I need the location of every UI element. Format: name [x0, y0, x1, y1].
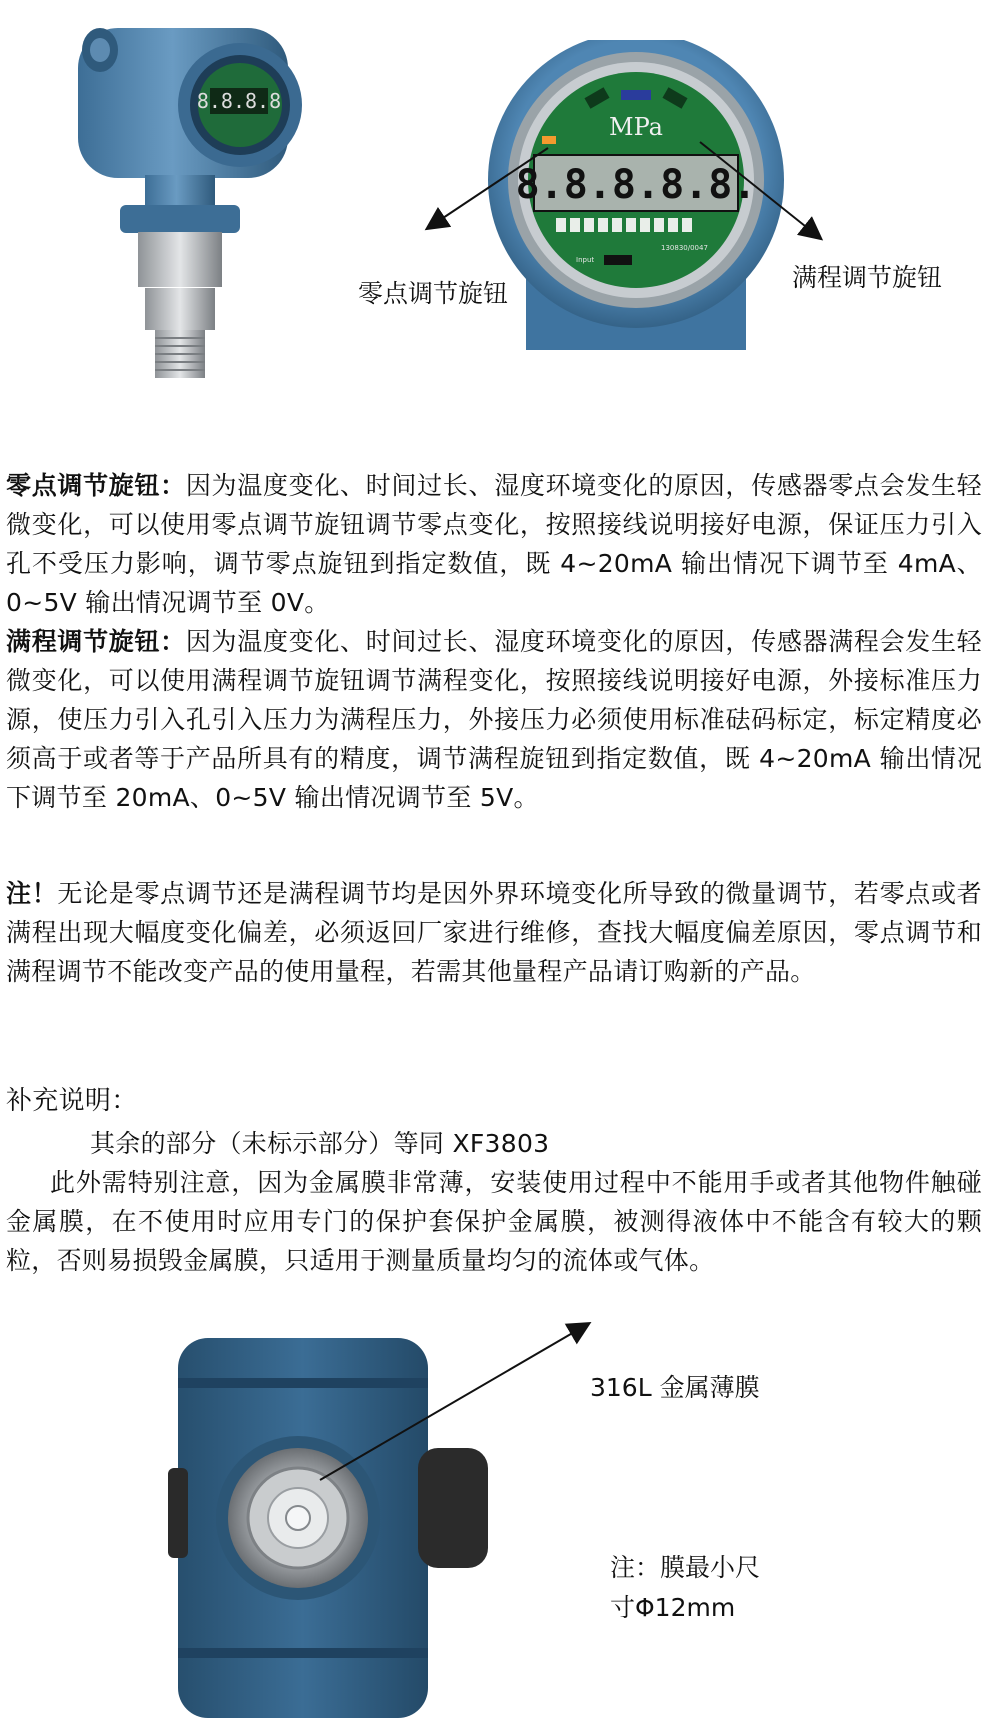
top-callout-arrows [0, 0, 986, 400]
supplement-body-text: 此外需特别注意，因为金属膜非常薄，安装使用过程中不能用手或者其他物件触碰金属膜，在不使用时应用专门的保护套保护金属膜，被测得液体中不能含有较大的颗粒，否则易损毁金属膜，只适用于测量质量均匀的流体或气体。 [6, 1168, 982, 1275]
note-body: 无论是零点调节还是满程调节均是因外界环境变化所导致的微量调节，若零点或者满程出现大幅度变化偏差，必须返回厂家进行维修，查找大幅度偏差原因，零点调节和满程调节不能改变产品的使用量程，若需其他量程产品请订购新的产品。 [6, 879, 982, 986]
board-input-label: Input [576, 256, 595, 264]
membrane-note-line2: 寸Φ12mm [610, 1593, 736, 1622]
membrane-note-line1: 注：膜最小尺 [610, 1553, 761, 1582]
supplement-line1: 其余的部分（未标示部分）等同 XF3803 [90, 1129, 550, 1158]
para-zero-heading: 零点调节旋钮： [6, 471, 186, 500]
span-knob-label: 满程调节旋钮 [792, 263, 943, 292]
para-zero-knob [6, 466, 982, 622]
para-zero-body: 因为温度变化、时间过长、湿度环境变化的原因，传感器零点会发生轻微变化，可以使用零点调节旋钮调节零点变化，按照接线说明接好电源，保证压力引入孔不受压力影响，调节零点旋钮到指定数值，既 4~20mA 输出情况下调节至 4mA、0~5V 输出情况调节至 0V。 [6, 471, 982, 617]
supplement-heading: 补充说明： [6, 1086, 138, 1116]
note-block [6, 874, 982, 991]
para-span-heading: 满程调节旋钮： [6, 627, 186, 656]
membrane-label: 316L 金属薄膜 [590, 1373, 760, 1402]
para-span-body: 因为温度变化、时间过长、湿度环境变化的原因，传感器满程会发生轻微变化，可以使用满程调节旋钮调节满程变化，按照接线说明接好电源，外接标准压力源，使压力引入孔引入压力为满程压力，外接压力必须使用标准砝码标定，标定精度必须高于或者等于产品所具有的精度，调节满程旋钮到指定数值，既 4~20mA 输出情况下调节至 20mA、0~5V 输出情况调节至 5V。 [6, 627, 982, 812]
board-code: 130830/0047 [661, 244, 708, 252]
zero-knob-label: 零点调节旋钮 [358, 279, 509, 308]
svg-text:8.8.8.8: 8.8.8.8 [196, 89, 282, 113]
membrane-arrow [0, 1300, 986, 1500]
display-unit: MPa [609, 113, 663, 141]
supplement-body [6, 1163, 982, 1280]
para-span-knob [6, 622, 982, 817]
display-digits: 8.8.8.8.8. [515, 162, 757, 208]
note-heading: 注！ [6, 879, 58, 908]
